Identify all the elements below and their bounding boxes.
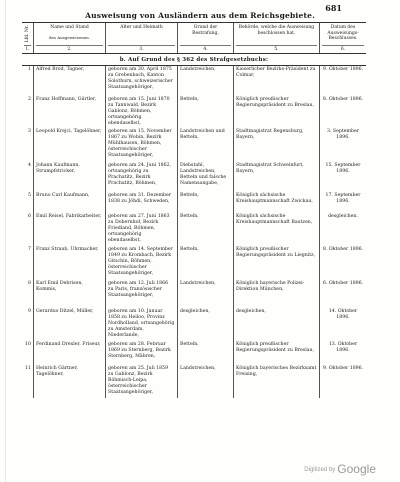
- row-number: 5: [22, 192, 34, 213]
- table-row: [22, 96, 366, 128]
- row-age-origin: geboren am 25. Juli 1859 zu Gablonz, Bezirk Böhmisch-Leipa, österreichischer Staatsangehöriger,: [106, 365, 178, 398]
- row-reason: Diebstahl, Landstreichen, Betteln und falsche Namensangabe,: [178, 162, 234, 192]
- row-name: Emil Reisel, Fabrikarbeiter,: [34, 213, 106, 246]
- row-reason: desgleichen,: [178, 308, 234, 341]
- table-row: [22, 365, 366, 398]
- row-name: Johann Kaufmann, Strumpfstricker,: [34, 162, 106, 192]
- table-row: [22, 192, 366, 213]
- table-row: [22, 213, 366, 246]
- row-age-origin: geboren am 31. Dezember 1838 zu Jöhdi, Schweden,: [106, 192, 178, 213]
- row-number: 9: [22, 308, 34, 341]
- header-name: Name und Stand des Ausgewiesenen. 2.: [34, 23, 106, 53]
- row-name: Heinrich Gärtner, Tagelöhner,: [34, 365, 106, 398]
- row-authority: Königlich sächsische Kreishauptmannschaft Zwickau,: [234, 192, 320, 213]
- row-authority: Königlich sächsische Kreishauptmannschaft Bautzen,: [234, 213, 320, 246]
- row-date: 17. September 1896.: [325, 193, 361, 205]
- row-age-origin: geboren am 12. Juli 1866 zu Paris, französischer Staatsangehöriger,: [106, 280, 178, 308]
- row-reason: Betteln,: [178, 192, 234, 213]
- header-authority: Behörde, welche die Ausweisung beschlossen hat. 5.: [234, 23, 320, 53]
- row-date: 13. Oktober 1896.: [328, 342, 358, 354]
- row-authority: Kaiserlicher Bezirks-Präsident zu Colmar,: [234, 66, 320, 96]
- row-authority: Königlich preußischer Regierungspräsident zu Liegnitz,: [234, 246, 320, 280]
- row-age-origin: geboren am 10. Januar 1858 zu Heiloo, Provinz Nordholland, ortsangehörig zu Amsterdam, Niederlande,: [106, 308, 178, 341]
- row-number: 4: [22, 162, 34, 192]
- row-age-origin: geboren am 15. Juni 1870 zu Tannwald, Bezirk Gablonz, Böhmen, ortsangehörig ebendaselbst,: [106, 96, 178, 128]
- row-authority: desgleichen,: [234, 308, 320, 341]
- row-authority: Stadtmagistrat Schweinfurt, Bayern,: [234, 162, 320, 192]
- expulsion-table: [22, 22, 366, 398]
- row-authority: Königlich preußischer Regierungspräsident zu Breslau,: [234, 341, 320, 365]
- header-age: Alter und Heimath 3.: [106, 23, 178, 53]
- row-number: 1: [22, 66, 34, 96]
- table-row: [22, 341, 366, 365]
- row-age-origin: geboren am 27. Juni 1863 zu Dobernhof, Bezirk Friedland, Böhmen, ortsangehörig ebendaselbst,: [106, 213, 178, 246]
- row-name: Franz Hoffmann, Gürtler,: [34, 96, 106, 128]
- row-date: 8. Oktober 1896.: [322, 247, 364, 252]
- row-name: Karl Emil Debrisen, Kommis,: [34, 280, 106, 308]
- row-date: 9. Oktober 1896.: [322, 366, 364, 371]
- google-watermark: Digitized by Google: [304, 462, 376, 476]
- row-number: 8: [22, 280, 34, 308]
- row-reason: Betteln,: [178, 246, 234, 280]
- row-reason: Betteln,: [178, 341, 234, 365]
- row-authority: Königlich bayerische Polizei-Direktion München,: [234, 280, 320, 308]
- row-reason: Landstreichen und Betteln,: [178, 128, 234, 162]
- row-age-origin: geboren am 28. Februar 1869 zu Sternberg, Bezirk Sternberg, Mähren,: [106, 341, 178, 365]
- table-row: [22, 308, 366, 341]
- row-reason: Betteln,: [178, 213, 234, 246]
- row-date: 3. September 1896.: [326, 129, 360, 141]
- page-number: 681: [325, 3, 342, 13]
- row-number: 6: [22, 213, 34, 246]
- row-number: 7: [22, 246, 34, 280]
- table-body: [22, 66, 366, 398]
- page-title: Ausweisung von Ausländern aus dem Reichsgebiete.: [85, 11, 315, 20]
- row-reason: Betteln,: [178, 96, 234, 128]
- row-number: 3: [22, 128, 34, 162]
- row-reason: Landstreichen,: [178, 66, 234, 96]
- row-date: 6. Oktober 1896.: [322, 281, 364, 286]
- table-row: [22, 280, 366, 308]
- row-number: 10: [22, 341, 34, 365]
- row-date: 14. Oktober 1896.: [328, 309, 358, 321]
- row-age-origin: geboren am 14. September 1849 zu Krombach, Bezirk Gitschin, Böhmen, österreichischer Staatsangehöriger,: [106, 246, 178, 280]
- row-date: 8. Oktober 1896.: [322, 97, 364, 102]
- table-row: [22, 66, 366, 96]
- header-number: Lfd. Nr. 1.: [22, 23, 34, 53]
- table-row: [22, 128, 366, 162]
- row-name: Franz Straub, Uhrmacher,: [34, 246, 106, 280]
- row-authority: Königlich bayerisches Bezirksamt Freising,: [234, 365, 320, 398]
- row-name: Leopold Krejci, Tagelöhner,: [34, 128, 106, 162]
- table-row: [22, 162, 366, 192]
- row-authority: Stadtmagistrat Regensburg, Bayern,: [234, 128, 320, 162]
- table-row: [22, 246, 366, 280]
- table-header: [22, 23, 366, 54]
- row-age-origin: geboren am 30. April 1875 zu Grebenbach, Kanton Solothurn, schweizerischer Staatsangehöriger,: [106, 66, 178, 96]
- row-date: desgleichen.: [328, 214, 358, 219]
- row-number: 11: [22, 365, 34, 398]
- section-heading: b. Auf Grund des § 362 des Strafgesetzbuchs:: [22, 54, 366, 66]
- row-date: 9. Oktober 1896.: [322, 67, 364, 72]
- row-age-origin: geboren am 15. November 1867 zu Wobin, Bezirk Mühlhausen, Böhmen, österreichischer Staatsangehöriger,: [106, 128, 178, 162]
- page-fold-shadow: [5, 0, 6, 482]
- row-age-origin: geboren am 24. Juni 1862, ortsangehörig zu Prachatitz, Bezirk Prachatitz, Böhmen,: [106, 162, 178, 192]
- row-name: Bruno Carl Kaufmann,: [34, 192, 106, 213]
- row-name: Alfred Brod, Tagner,: [34, 66, 106, 96]
- header-date: Datum des Ausweisungs-Beschlusses. 6.: [320, 23, 366, 53]
- row-name: Gerardus Ditzel, Müller,: [34, 308, 106, 341]
- row-authority: Königlich preußischer Regierungspräsident zu Breslau,: [234, 96, 320, 128]
- row-reason: Landstreichen,: [178, 280, 234, 308]
- row-number: 2: [22, 96, 34, 128]
- header-reason: Grund der Bestrafung. 4.: [178, 23, 234, 53]
- row-reason: Landstreichen,: [178, 365, 234, 398]
- row-date: 15. September 1896.: [325, 163, 361, 175]
- row-name: Ferdinand Drexler, Friseur,: [34, 341, 106, 365]
